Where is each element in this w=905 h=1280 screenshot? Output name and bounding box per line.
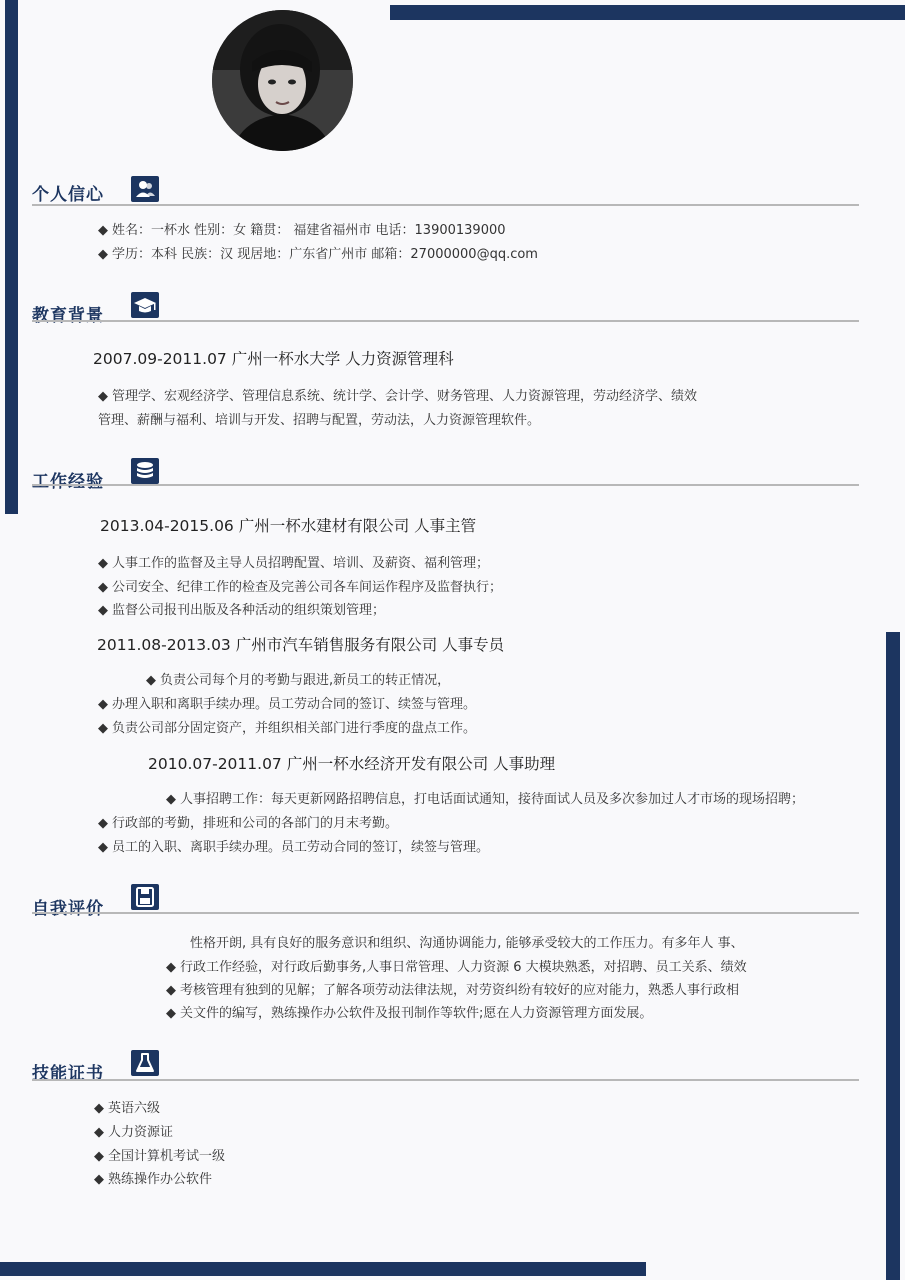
bullet-icon: ◆ <box>166 960 176 975</box>
floppy-disk-icon <box>131 884 159 910</box>
section-rule <box>32 1079 859 1081</box>
bullet-icon: ◆ <box>98 556 108 571</box>
job-duty: ◆ 人事工作的监督及主导人员招聘配置、培训、及薪资、福利管理； <box>98 556 490 571</box>
job-duty: ◆ 人事招聘工作：每天更新网路招聘信息，打电话面试通知，接待面试人员及多次参加过人才市场的现场招聘； <box>166 792 805 807</box>
self-eval-line: ◆ 行政工作经验，对行政后勤事务,人事日常管理、人力资源 6 大模块熟悉，对招聘、员工关系、绩效 <box>166 960 747 975</box>
section-rule <box>32 912 859 914</box>
flask-icon <box>131 1050 159 1076</box>
bullet-icon: ◆ <box>146 673 156 688</box>
education-header: 2007.09-2011.07 广州一杯水大学 人力资源管理科 <box>93 350 454 368</box>
section-title-work: 工作经验 <box>32 472 104 492</box>
education-courses-cont: 管理、薪酬与福利、培训与开发、招聘与配置，劳动法，人力资源管理软件。 <box>98 413 541 428</box>
bullet-icon: ◆ <box>166 983 176 998</box>
skill-item: ◆ 熟练操作办公软件 <box>94 1172 213 1187</box>
job-duty: ◆ 办理入职和离职手续办理。员工劳动合同的签订、续签与管理。 <box>98 697 477 712</box>
bottom-accent-bar <box>0 1262 646 1276</box>
bullet-icon: ◆ <box>94 1149 104 1164</box>
job-header: 2013.04-2015.06 广州一杯水建材有限公司 人事主管 <box>100 517 477 535</box>
job-header: 2010.07-2011.07 广州一杯水经济开发有限公司 人事助理 <box>148 755 556 773</box>
job-duty: ◆ 公司安全、纪律工作的检查及完善公司各车间运作程序及监督执行； <box>98 580 503 595</box>
top-accent-bar <box>390 5 905 20</box>
section-title-personal: 个人信心 <box>32 185 104 205</box>
self-eval-line: 性格开朗, 具有良好的服务意识和组织、沟通协调能力, 能够承受较大的工作压力。有多年人 事、 <box>190 936 744 951</box>
bullet-icon: ◆ <box>98 840 108 855</box>
bullet-icon: ◆ <box>98 247 108 262</box>
section-rule <box>32 320 859 322</box>
section-title-self: 自我评价 <box>32 899 104 919</box>
bullet-icon: ◆ <box>98 721 108 736</box>
job-duty: ◆ 员工的入职、离职手续办理。员工劳动合同的签订，续签与管理。 <box>98 840 490 855</box>
left-accent-bar <box>5 0 18 514</box>
bullet-icon: ◆ <box>94 1101 104 1116</box>
bullet-icon: ◆ <box>94 1125 104 1140</box>
section-title-skills: 技能证书 <box>32 1064 104 1084</box>
job-duty: ◆ 行政部的考勤，排班和公司的各部门的月末考勤。 <box>98 816 399 831</box>
bullet-icon: ◆ <box>98 816 108 831</box>
bullet-icon: ◆ <box>98 603 108 618</box>
bullet-icon: ◆ <box>98 580 108 595</box>
section-title-education: 教育背景 <box>32 306 104 326</box>
section-rule <box>32 484 859 486</box>
bullet-icon: ◆ <box>98 223 108 238</box>
job-duty: ◆ 负责公司每个月的考勤与跟进,新员工的转正情况， <box>146 673 451 688</box>
job-header: 2011.08-2013.03 广州市汽车销售服务有限公司 人事专员 <box>97 636 505 654</box>
section-rule <box>32 204 859 206</box>
skill-item: ◆ 全国计算机考试一级 <box>94 1149 226 1164</box>
personal-info-line: ◆ 姓名：一杯水 性别：女 籍贯： 福建省福州市 电话：13900139000 <box>98 223 506 238</box>
personal-info-line: ◆ 学历：本科 民族：汉 现居地：广东省广州市 邮箱：27000000@qq.com <box>98 247 538 262</box>
self-eval-line: ◆ 考核管理有独到的见解；了解各项劳动法律法规，对劳资纠纷有较好的应对能力，熟悉人事行政相 <box>166 983 740 998</box>
right-accent-bar <box>886 632 900 1280</box>
bullet-icon: ◆ <box>166 1006 176 1021</box>
user-icon <box>131 176 159 202</box>
bullet-icon: ◆ <box>98 697 108 712</box>
job-duty: ◆ 负责公司部分固定资产，并组织相关部门进行季度的盘点工作。 <box>98 721 477 736</box>
database-icon <box>131 458 159 484</box>
skill-item: ◆ 人力资源证 <box>94 1125 174 1140</box>
graduation-cap-icon <box>131 292 159 318</box>
bullet-icon: ◆ <box>166 792 176 807</box>
job-duty: ◆ 监督公司报刊出版及各种活动的组织策划管理； <box>98 603 386 618</box>
self-eval-line: ◆ 关文件的编写，熟练操作办公软件及报刊制作等软件;愿在人力资源管理方面发展。 <box>166 1006 653 1021</box>
profile-photo <box>212 10 353 151</box>
skill-item: ◆ 英语六级 <box>94 1101 161 1116</box>
bullet-icon: ◆ <box>94 1172 104 1187</box>
bullet-icon: ◆ <box>98 389 108 404</box>
education-courses: ◆ 管理学、宏观经济学、管理信息系统、统计学、会计学、财务管理、人力资源管理，劳动经济学、绩效 <box>98 389 698 404</box>
